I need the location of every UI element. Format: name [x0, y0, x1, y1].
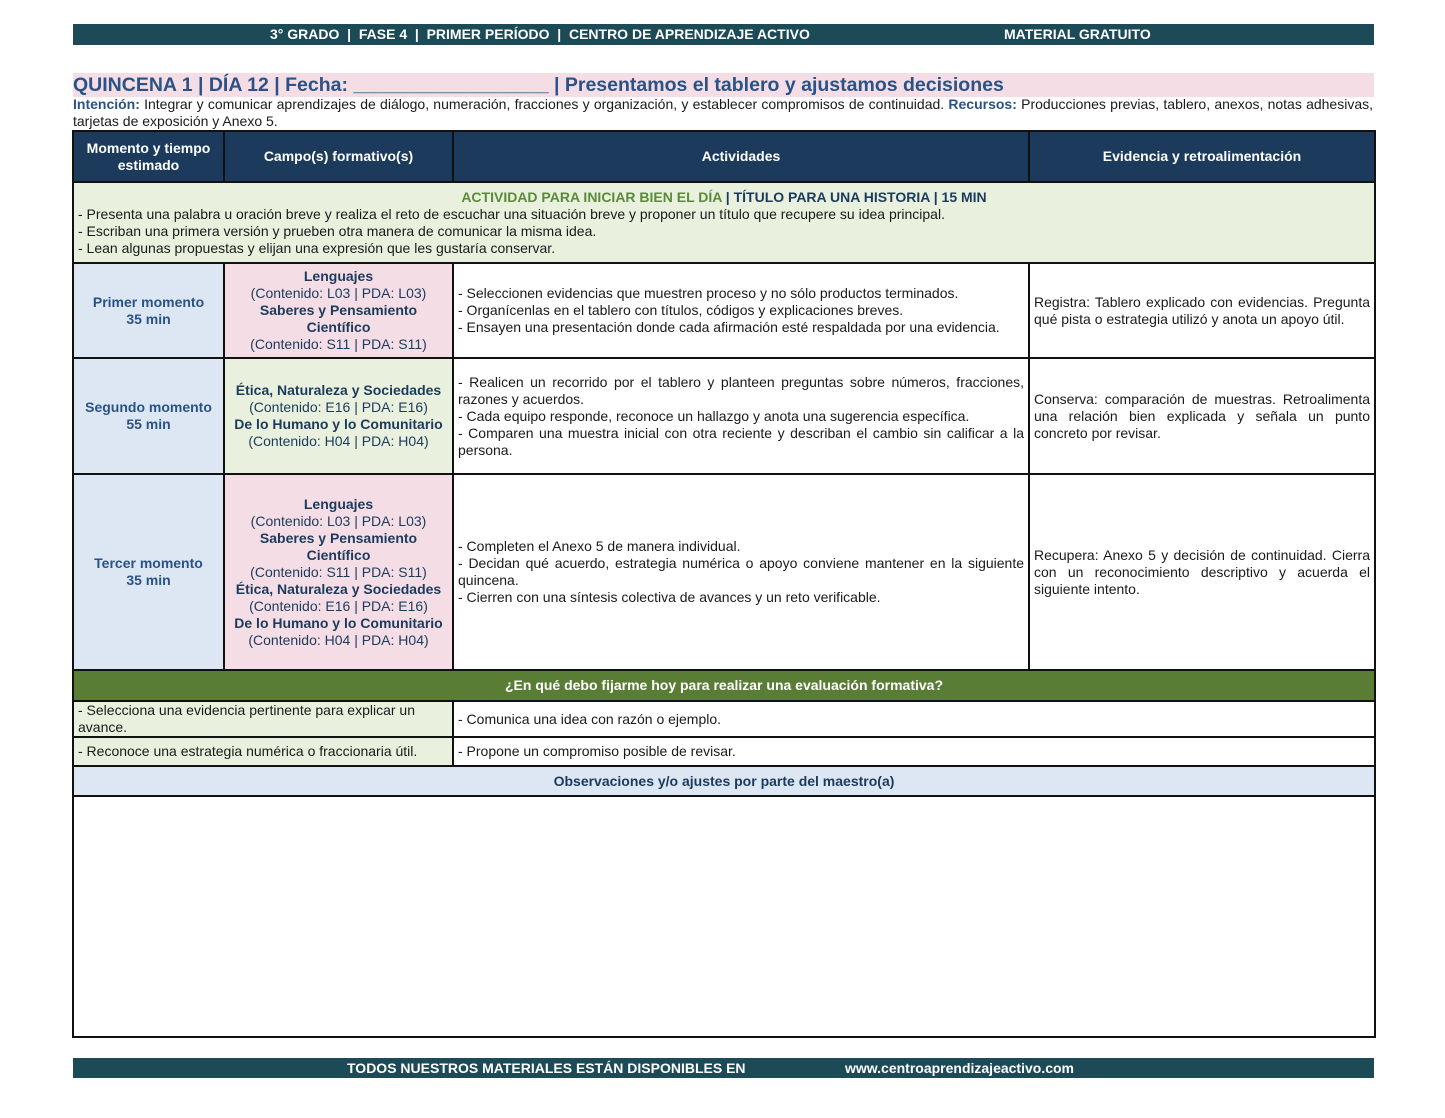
campo-name: Ética, Naturaleza y Sociedades	[235, 382, 442, 398]
evidence-cell: Registra: Tablero explicado con evidencias. Pregunta qué pista o estrategia utilizó y anota un apoyo útil.	[1029, 263, 1375, 358]
campo-content: (Contenido: S11 | PDA: S11)	[250, 563, 427, 580]
moment-time: 55 min	[126, 416, 171, 432]
opening-title-rest: | TÍTULO PARA UNA HISTORIA | 15 MIN	[721, 188, 987, 205]
campo-content: (Contenido: E16 | PDA: E16)	[249, 597, 428, 614]
activity-line: - Comparen una muestra inicial con otra reciente y describan el cambio sin calificar a la persona.	[458, 424, 1024, 458]
activity-line: - Cada equipo responde, reconoce un hallazgo y anota una sugerencia específica.	[458, 407, 970, 424]
campo-cell	[224, 358, 453, 474]
moment-time: 35 min	[126, 310, 171, 327]
moment-time: 35 min	[126, 572, 171, 588]
campo-content: (Contenido: S11 | PDA: S11)	[250, 336, 427, 352]
header-bar	[73, 24, 1374, 45]
header-info: 3° GRADO | FASE 4 | PRIMER PERÍODO | CENTRO DE APRENDIZAJE ACTIVO	[270, 26, 810, 42]
opening-activity	[73, 182, 1375, 263]
campo-content: (Contenido: L03 | PDA: L03)	[250, 285, 427, 301]
moment-name: Segundo momento	[85, 399, 212, 415]
opening-line: - Escriban una primera versión y prueben otra manera de comunicar la misma idea.	[78, 222, 597, 239]
campo-name: Lenguajes	[303, 495, 374, 512]
moment-cell	[73, 358, 224, 474]
campo-content: (Contenido: H04 | PDA: H04)	[248, 631, 429, 648]
header-moment: Momento y tiempo estimado	[73, 131, 224, 182]
opening-line: - Presenta una palabra u oración breve y realiza el reto de escuchar una situación breve y proponer un título que recupere su idea principal.	[78, 205, 945, 222]
evaluation-item: - Propone un compromiso posible de revisar.	[453, 737, 1375, 766]
opening-row	[73, 182, 1375, 263]
evaluation-item: - Comunica una idea con razón o ejemplo.	[453, 701, 1375, 737]
header-campos: Campo(s) formativo(s)	[224, 131, 453, 182]
activity-line: - Completen el Anexo 5 de manera individual.	[458, 538, 741, 554]
moment-row-3	[73, 474, 1375, 670]
observations-area[interactable]	[73, 796, 1375, 1037]
observations-heading: Observaciones y/o ajustes por parte del maestro(a)	[73, 766, 1375, 796]
header-free-material: MATERIAL GRATUITO	[1004, 26, 1151, 42]
activity-line: - Decidan qué acuerdo, estrategia numérica o apoyo conviene mantener en la siguiente quincena.	[458, 555, 1024, 588]
campo-name: Lenguajes	[303, 268, 374, 284]
activities-cell	[453, 474, 1029, 670]
moment-cell	[73, 263, 224, 358]
activity-line: - Realicen un recorrido por el tablero y planteen preguntas sobre números, fracciones, razones y acuerdos.	[458, 373, 1024, 407]
intent-paragraph	[73, 96, 1373, 130]
evidence-cell: Recupera: Anexo 5 y decisión de continuidad. Cierra con un reconocimiento descriptivo y acuerda el siguiente intento.	[1029, 474, 1375, 670]
evaluation-row	[73, 701, 1375, 737]
moment-name: Primer momento	[92, 293, 205, 310]
plan-table	[72, 130, 1376, 1038]
activities-cell	[453, 263, 1029, 358]
activity-line: - Cierren con una síntesis colectiva de avances y un reto verificable.	[458, 589, 881, 605]
campo-name: De lo Humano y lo Comunitario	[234, 614, 443, 631]
moment-row-1	[73, 263, 1375, 358]
campo-content: (Contenido: E16 | PDA: E16)	[249, 399, 428, 415]
intent-text: Integrar y comunicar aprendizajes de diálogo, numeración, fracciones y organización, y establecer compromisos de continuidad.	[139, 96, 949, 112]
footer-bar	[73, 1058, 1374, 1078]
footer-text: TODOS NUESTROS MATERIALES ESTÁN DISPONIBLES EN	[347, 1060, 746, 1076]
resources-text: Producciones previas, tablero, anexos, notas adhesivas, tarjetas de exposición y Anexo 5.	[73, 96, 1373, 129]
campo-name: De lo Humano y lo Comunitario	[234, 416, 443, 432]
campo-cell	[224, 263, 453, 358]
opening-title-green: ACTIVIDAD PARA INICIAR BIEN EL DÍA	[461, 188, 722, 205]
resources-label: Recursos:	[948, 96, 1017, 112]
opening-line: - Lean algunas propuestas y elijan una expresión que les gustaría conservar.	[78, 239, 556, 256]
campo-cell	[224, 474, 453, 670]
campo-name: Saberes y Pensamiento Científico	[259, 529, 418, 563]
evaluation-heading-row	[73, 670, 1375, 701]
moment-name: Tercer momento	[94, 555, 203, 571]
observations-row	[73, 796, 1375, 1037]
evaluation-heading: ¿En qué debo fijarme hoy para realizar una evaluación formativa?	[73, 670, 1375, 701]
activity-line: - Ensayen una presentación donde cada afirmación esté respaldada por una evidencia.	[458, 319, 1000, 335]
evaluation-item: - Reconoce una estrategia numérica o fraccionaria útil.	[73, 737, 453, 766]
campo-content: (Contenido: H04 | PDA: H04)	[248, 433, 429, 449]
moment-row-2	[73, 358, 1375, 474]
moment-cell	[73, 474, 224, 670]
header-activities: Actividades	[453, 131, 1029, 182]
campo-name: Saberes y Pensamiento Científico	[259, 302, 418, 335]
table-header-row	[73, 131, 1375, 182]
activity-line: - Organícenlas en el tablero con títulos, códigos y explicaciones breves.	[458, 302, 904, 318]
evidence-cell: Conserva: comparación de muestras. Retroalimenta una relación bien explicada y señala un punto concreto por revisar.	[1029, 358, 1375, 474]
campo-content: (Contenido: L03 | PDA: L03)	[250, 512, 427, 529]
activity-line: - Seleccionen evidencias que muestren proceso y no sólo productos terminados.	[458, 285, 959, 301]
opening-title	[78, 189, 1370, 206]
intent-label: Intención:	[73, 96, 140, 112]
header-evidence: Evidencia y retroalimentación	[1029, 131, 1375, 182]
page-title: QUINCENA 1 | DÍA 12 | Fecha: __________________ | Presentamos el tablero y ajustamos decisiones	[73, 74, 1004, 96]
evaluation-item: - Selecciona una evidencia pertinente para explicar un avance.	[73, 701, 453, 737]
observations-heading-row	[73, 766, 1375, 796]
activities-cell	[453, 358, 1029, 474]
evaluation-row	[73, 737, 1375, 766]
campo-name: Ética, Naturaleza y Sociedades	[235, 580, 442, 597]
footer-website-link[interactable]: www.centroaprendizajeactivo.com	[845, 1060, 1074, 1076]
